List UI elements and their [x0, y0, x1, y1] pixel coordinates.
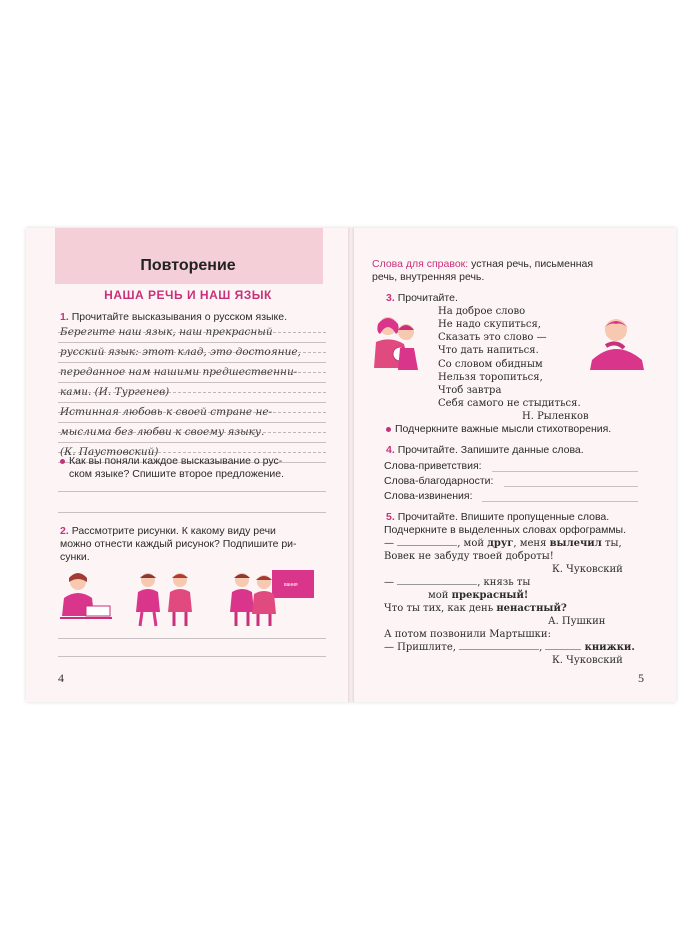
handwritten-line: переданное нам нашими предшественни- — [60, 366, 298, 378]
handwritten-line: (К. Паустовский) — [60, 446, 159, 458]
ruling — [58, 342, 326, 343]
quote-2-line: мой прекрасный! — [428, 590, 529, 601]
exercise-4: 4. Прочитайте. Запишите данные слова. — [386, 444, 584, 456]
poem-line: Что дать напиться. — [438, 345, 539, 356]
handwritten-line: Берегите наш язык, наш прекрасный — [60, 326, 273, 338]
field-label: Слова-приветствия: — [384, 460, 482, 472]
thanks-answer-line[interactable] — [504, 486, 638, 487]
exercise-3: 3. Прочитайте. — [386, 292, 458, 304]
blank-field[interactable] — [397, 545, 457, 546]
page-number: 4 — [58, 671, 64, 685]
section-title: НАША РЕЧЬ И НАШ ЯЗЫК — [104, 288, 272, 302]
page-number: 5 — [638, 671, 644, 685]
apology-answer-line[interactable] — [482, 501, 638, 502]
poem-line: Себя самого не стыдиться. — [438, 398, 581, 409]
poem-line: На доброе слово — [438, 306, 526, 317]
quote-1-author: К. Чуковский — [552, 564, 623, 575]
handwritten-line: мыслима без любви к своему языку. — [60, 426, 265, 438]
quote-1-line: Вовек не забуду твоей доброты! — [384, 551, 554, 562]
answer-line[interactable] — [58, 491, 326, 492]
children-at-board-illustration — [228, 568, 318, 628]
quote-2-line: — , князь ты — [384, 577, 531, 588]
poem-line: Со словом обидным — [438, 359, 543, 370]
bullet-icon — [386, 427, 391, 432]
quote-1-line: — , мой друг, меня вылечил ты, — [384, 538, 622, 549]
exercise-5-line: Подчеркните в выделенных словах орфограммы. — [384, 524, 627, 536]
reference-words: Слова для справок: устная речь, письменная — [372, 258, 594, 270]
blank-field[interactable] — [459, 649, 539, 650]
exercise-1: 1. Прочитайте высказывания о русском языке. — [60, 311, 288, 323]
boy-thinking-illustration — [588, 314, 648, 370]
bullet-icon — [60, 459, 65, 464]
ruling — [58, 442, 326, 443]
exercise-3-task: Подчеркните важные мысли стихотворения. — [386, 423, 611, 436]
ruling — [58, 422, 326, 423]
question-1: Как вы поняли каждое высказывание о рус- — [60, 455, 282, 468]
greetings-answer-line[interactable] — [492, 471, 638, 472]
answer-line[interactable] — [58, 656, 326, 657]
ruling — [58, 402, 326, 403]
poem-author: Н. Рыленков — [522, 411, 589, 422]
ruling — [58, 362, 326, 363]
handwritten-line: ками. (И. Тургенев) — [60, 386, 170, 398]
blank-field[interactable] — [545, 649, 581, 650]
children-hugging-illustration — [370, 312, 426, 376]
blank-field[interactable] — [397, 584, 477, 585]
poem-line: Чтоб завтра — [438, 385, 502, 396]
question-2: ском языке? Спишите второе предложение. — [69, 468, 284, 480]
field-label: Слова-благодарности: — [384, 475, 494, 487]
handwritten-line: русский язык: этот клад, это достояние, — [60, 346, 301, 358]
page-title: Повторение — [140, 257, 236, 274]
exercise-2-line: сунки. — [60, 551, 90, 563]
reference-words-line: речь, внутренняя речь. — [372, 271, 485, 283]
field-label: Слова-извинения: — [384, 490, 473, 502]
left-page — [26, 228, 350, 702]
handwritten-line: Истинная любовь к своей стране не- — [60, 406, 273, 418]
answer-line[interactable] — [58, 512, 326, 513]
quote-3-line: А потом позвонили Мартышки: — [384, 629, 551, 640]
exercise-5: 5. Прочитайте. Впишите пропущенные слова. — [386, 511, 610, 523]
poem-line: Не надо скупиться, — [438, 319, 541, 330]
quote-3-line: — Пришлите, , книжки. — [384, 642, 635, 653]
children-talking-illustration — [130, 568, 200, 628]
quote-2-line: Что ты тих, как день ненастный? — [384, 603, 567, 614]
ruling — [58, 382, 326, 383]
answer-line[interactable] — [58, 638, 326, 639]
quote-2-author: А. Пушкин — [548, 616, 606, 627]
svg-text:вания: вания — [284, 582, 298, 588]
right-page — [352, 228, 676, 702]
quote-3-author: К. Чуковский — [552, 655, 623, 666]
exercise-2: 2. Рассмотрите рисунки. К какому виду речи — [60, 525, 276, 537]
poem-line: Нельзя торопиться, — [438, 372, 543, 383]
exercise-2-line: можно отнести каждый рисунок? Подпишите ри- — [60, 538, 297, 550]
textbook-spread — [26, 228, 676, 702]
poem-line: Сказать это слово — — [438, 332, 547, 343]
title-band — [55, 228, 323, 284]
girl-writing-illustration — [56, 568, 116, 628]
